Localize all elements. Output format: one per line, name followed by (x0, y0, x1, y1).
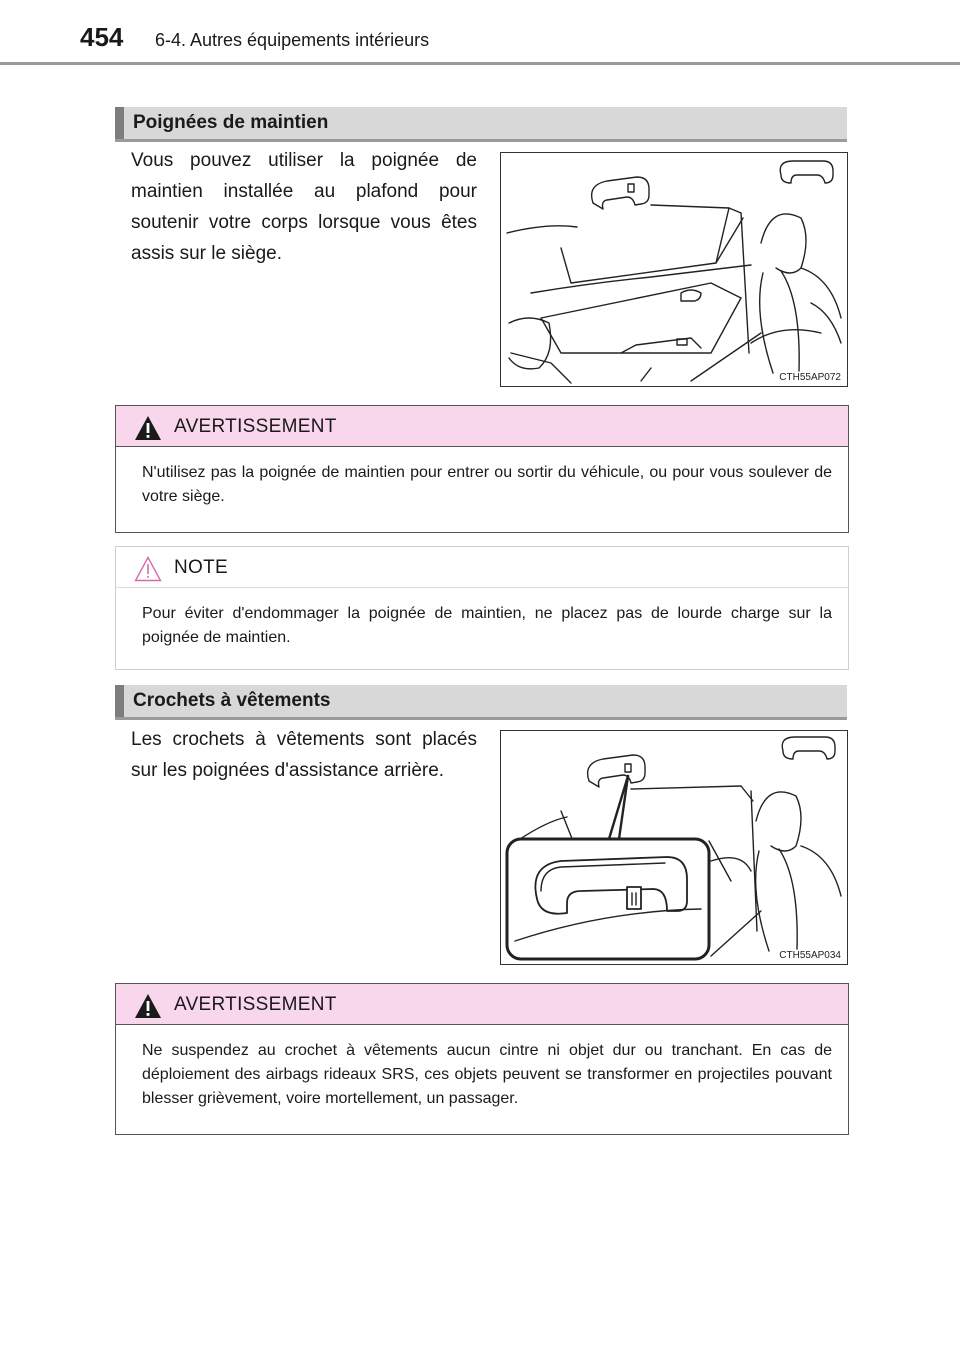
warning-box (115, 983, 849, 1135)
caution-triangle-icon (134, 556, 162, 582)
warning-label: AVERTISSEMENT (174, 416, 337, 437)
figure-grab-handle-illustration (500, 152, 848, 387)
warning-header (116, 406, 848, 447)
note-label: NOTE (174, 557, 228, 578)
running-head: 6-4. Autres équipements intérieurs (155, 30, 430, 50)
note-box (115, 546, 849, 670)
section-heading-grab-handles (115, 107, 847, 142)
note-text: Pour éviter d'endommager la poignée de maintien, ne placez pas de lourde charge sur la poignée de maintien. (142, 605, 832, 646)
warning-label: AVERTISSEMENT (174, 994, 337, 1015)
section-heading-coat-hooks (115, 685, 847, 720)
header-rule (0, 62, 960, 65)
figure-code: CTH55AP034 (779, 950, 841, 961)
section-heading-title: Crochets à vêtements (133, 690, 331, 711)
note-header (116, 547, 848, 588)
warning-triangle-icon (134, 993, 162, 1019)
section-heading-bar (115, 107, 124, 139)
figure-code: CTH55AP072 (779, 372, 841, 383)
page-number: 454 (80, 22, 124, 52)
warning-text: Ne suspendez au crochet à vêtements aucun cintre ni objet dur ou tranchant. En cas de déploiement des airbags rideaux SRS, ces objets peuvent se transformer en projectiles pouvant blesser grièvement, voire mortellement, un passager. (142, 1042, 832, 1107)
section-heading-bar (115, 685, 124, 717)
warning-triangle-icon (134, 415, 162, 441)
section-body-text: Vous pouvez utiliser la poignée de maintien installée au plafond pour soutenir votre corps lorsque vous êtes assis sur le siège. (131, 150, 477, 264)
warning-header (116, 984, 848, 1025)
figure-coat-hook-illustration (500, 730, 848, 965)
section-body-text: Les crochets à vêtements sont placés sur les poignées d'assistance arrière. (131, 729, 477, 781)
section-heading-title: Poignées de maintien (133, 112, 329, 133)
warning-box (115, 405, 849, 533)
warning-text: N'utilisez pas la poignée de maintien pour entrer ou sortir du véhicule, ou pour vous soulever de votre siège. (142, 464, 832, 505)
